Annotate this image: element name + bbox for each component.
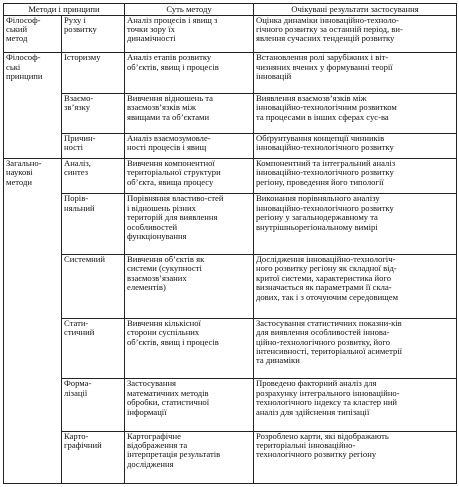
method-cell: Карто- графічний xyxy=(62,431,125,483)
result-cell: Застосування статистичних показни-ків для виявлення особливостей іннова- ційно-технологічного розвитку, його інтенсивності, територіальної асиметрії та динаміки xyxy=(254,318,457,379)
table-row xyxy=(4,158,457,194)
table-header-row xyxy=(4,4,457,16)
group-cell: Філософ- ський метод xyxy=(4,15,62,53)
result-cell: Обґрунтування концепції чинників інноваційно-технологічного розвитку xyxy=(254,133,457,158)
table-row xyxy=(4,318,457,379)
method-cell: Історизму xyxy=(62,53,125,94)
essence-cell: Аналіз процесів і явищ з точки зору їх динамічності xyxy=(125,15,254,53)
result-cell: Розроблено карти, які відображають територіальні інноваційно- технологічного розвитку регіону xyxy=(254,431,457,483)
essence-cell: Вивчення компонентної територіальної структури об’єкта, явища процесу xyxy=(125,158,254,194)
table-row xyxy=(4,431,457,483)
essence-cell: Застосування математичних методів обробки, статистичної інформації xyxy=(125,379,254,431)
table-row xyxy=(4,194,457,255)
header-essence: Суть методу xyxy=(125,4,254,16)
header-results: Очікувані результати застосування xyxy=(254,4,457,16)
table-row xyxy=(4,15,457,53)
result-cell: Дослідження інноваційно-технологіч- ного розвитку регіону як складної від- критої системи, характеристика його визначається як параметрами її скла- дових, так і з оточуючим середовищем xyxy=(254,254,457,318)
table-row xyxy=(4,53,457,94)
method-cell: Порів- няльний xyxy=(62,194,125,255)
group-cell: Філософ- ські принципи xyxy=(4,53,62,159)
essence-cell: Аналіз етапів розвитку об’єктів, явищ і процесів xyxy=(125,53,254,94)
result-cell: Виявлення взаємозв’язків між інноваційно-технологічним розвитком та процесами в інших сферах сус-ва xyxy=(254,93,457,133)
table-row xyxy=(4,93,457,133)
essence-cell: Картографічне відображення та інтерпретація результатів дослідження xyxy=(125,431,254,483)
essence-cell: Аналіз взаємозумовле- ності процесів і явищ xyxy=(125,133,254,158)
essence-cell: Вивчення відношень та взаємозв’язків між явищами та об’єктами xyxy=(125,93,254,133)
methods-table xyxy=(3,3,457,484)
header-methods: Методи і принципи xyxy=(4,4,125,16)
result-cell: Виконання порівняльного аналізу інноваційно-технологічного розвитку регіону у загальнодержавному та внутрішньорегіональному вимірі xyxy=(254,194,457,255)
group-cell: Загально- наукові методи xyxy=(4,158,62,483)
method-cell: Руху і розвитку xyxy=(62,15,125,53)
table-row xyxy=(4,133,457,158)
result-cell: Компонентний та інтегральний аналіз інноваційно-технологічного розвитку регіону, проведення його типології xyxy=(254,158,457,194)
essence-cell: Вивчення кількісної сторони суспільних об’єктів, явищ і процесів xyxy=(125,318,254,379)
table-row xyxy=(4,379,457,431)
essence-cell: Порівняння властиво-стей і відношень різних територій для виявлення особливостей функціонування xyxy=(125,194,254,255)
method-cell: Стати- стичний xyxy=(62,318,125,379)
result-cell: Встановлення ролі зарубіжних і віт- чизняних вчених у формуванні теорії інновацій xyxy=(254,53,457,94)
table-row xyxy=(4,254,457,318)
method-cell: Взаємо- зв’язку xyxy=(62,93,125,133)
result-cell: Проведено факторний аналіз для розрахунку інтегрального інноваційно- технологічного індексу та кластер ний аналіз для здійснення типізації xyxy=(254,379,457,431)
method-cell: Причин- ності xyxy=(62,133,125,158)
essence-cell: Вивчення об’єктів як системи (сукупності взаємозв’язаних елементів) xyxy=(125,254,254,318)
result-cell: Оцінка динаміки інноваційно-техноло- гічного розвитку за останній період, ви- явлення сучасних тенденцій розвитку xyxy=(254,15,457,53)
method-cell: Форма- лізації xyxy=(62,379,125,431)
method-cell: Системний xyxy=(62,254,125,318)
method-cell: Аналіз, синтез xyxy=(62,158,125,194)
